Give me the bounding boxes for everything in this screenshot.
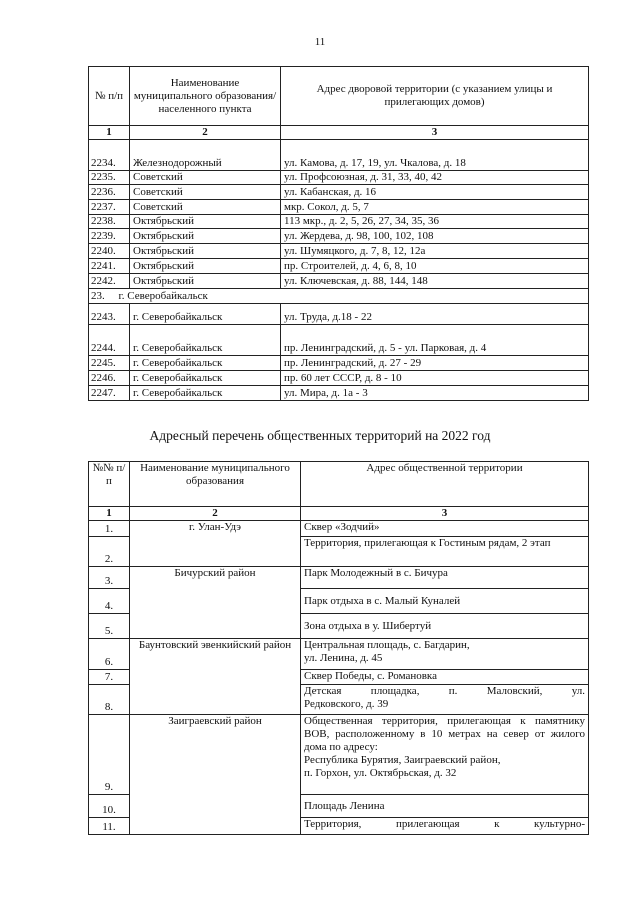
table-row [89, 215, 589, 229]
row-address [301, 715, 589, 795]
row-address: 113 мкр., д. 2, 5, 26, 27, 34, 35, 36 [281, 215, 589, 229]
table-row [89, 304, 589, 325]
row-address: Сквер Победы, с. Романовка [301, 670, 589, 685]
address-line: ул. Ленина, д. 45 [304, 652, 383, 664]
row-address: ул. Шумяцкого, д. 7, 8, 12, 12а [281, 244, 589, 259]
row-address: Площадь Ленина [301, 795, 589, 818]
header-address: Адрес дворовой территории (с указанием улицы и прилегающих домов) [281, 67, 589, 126]
row-address: Сквер «Зодчий» [301, 521, 589, 537]
address-line: Общественная территория, прилегающая к памятнику ВОВ, расположенному в 10 метрах на север от жилого дома по адресу: [304, 715, 585, 753]
yard-territories-table [88, 66, 589, 401]
table-row [89, 185, 589, 200]
row-name: Октябрьский [130, 244, 281, 259]
address-line: Республика Бурятия, Заиграевский район, [304, 754, 501, 766]
row-name: г. Северобайкальск [130, 325, 281, 356]
row-address: Территория, прилегающая к культурно- [301, 818, 589, 835]
row-address: ул. Мира, д. 1а - 3 [281, 386, 589, 401]
row-name: г. Северобайкальск [130, 356, 281, 371]
public-territories-table [88, 461, 589, 835]
row-address: пр. Ленинградский, д. 5 - ул. Парковая, д. 4 [281, 325, 589, 356]
municipality-cell [130, 670, 301, 685]
table-row [89, 614, 589, 639]
row-address [301, 685, 589, 715]
column-number-row [89, 126, 589, 140]
municipality-name: Заиграевский район [130, 715, 301, 795]
table-row [89, 229, 589, 244]
row-num: 3. [89, 567, 130, 589]
municipality-cell [130, 537, 301, 567]
row-name: Советский [130, 171, 281, 185]
col-num-3: 3 [301, 507, 589, 521]
table-row [89, 259, 589, 274]
table-row [89, 589, 589, 614]
table-row [89, 356, 589, 371]
row-num: 2235. [89, 171, 130, 185]
row-address: Зона отдыха в у. Шибертуй [301, 614, 589, 639]
row-num: 2234. [89, 140, 130, 171]
row-num: 2240. [89, 244, 130, 259]
row-name: г. Северобайкальск [130, 304, 281, 325]
row-address: ул. Кабанская, д. 16 [281, 185, 589, 200]
section-num: 23. [91, 290, 105, 302]
row-name: Октябрьский [130, 274, 281, 289]
col-num-3: 3 [281, 126, 589, 140]
municipality-cell [130, 589, 301, 614]
row-address: Парк отдыха в с. Малый Куналей [301, 589, 589, 614]
row-name: Октябрьский [130, 229, 281, 244]
row-address: Парк Молодежный в с. Бичура [301, 567, 589, 589]
col-num-1: 1 [89, 507, 130, 521]
row-num: 2244. [89, 325, 130, 356]
row-num: 2237. [89, 200, 130, 215]
row-num: 2242. [89, 274, 130, 289]
row-address: ул. Жердева, д. 98, 100, 102, 108 [281, 229, 589, 244]
row-num: 1. [89, 521, 130, 537]
row-num: 2247. [89, 386, 130, 401]
row-name: Железнодорожный [130, 140, 281, 171]
row-name: г. Северобайкальск [130, 386, 281, 401]
header-num: № п/п [89, 67, 130, 126]
col-num-2: 2 [130, 507, 301, 521]
table-row [89, 818, 589, 835]
table-row [89, 795, 589, 818]
table-row [89, 140, 589, 171]
table-header-row [89, 67, 589, 126]
row-name: г. Северобайкальск [130, 371, 281, 386]
page-number: 11 [314, 36, 326, 48]
row-num: 7. [89, 670, 130, 685]
table-row [89, 325, 589, 356]
municipality-cell [130, 818, 301, 835]
municipality-cell [130, 795, 301, 818]
section-name: г. Северобайкальск [118, 290, 208, 302]
col-num-2: 2 [130, 126, 281, 140]
header-name: Наименование муниципального образования [130, 462, 301, 507]
address-line: Редковского, д. 39 [304, 698, 389, 710]
municipality-name: г. Улан-Удэ [130, 521, 301, 537]
header-address: Адрес общественной территории [301, 462, 589, 507]
table-row [89, 567, 589, 589]
address-line: Центральная площадь, с. Багдарин, [304, 639, 470, 651]
row-num: 2241. [89, 259, 130, 274]
table-row [89, 371, 589, 386]
table-row [89, 386, 589, 401]
table-row [89, 685, 589, 715]
municipality-cell [130, 685, 301, 715]
row-address: ул. Профсоюзная, д. 31, 33, 40, 42 [281, 171, 589, 185]
row-num: 5. [89, 614, 130, 639]
row-address: пр. Строителей, д. 4, 6, 8, 10 [281, 259, 589, 274]
row-address: Территория, прилегающая к Гостиным рядам, 2 этап [301, 537, 589, 567]
row-num: 2239. [89, 229, 130, 244]
row-num: 2246. [89, 371, 130, 386]
table-row [89, 200, 589, 215]
row-address: ул. Камова, д. 17, 19, ул. Чкалова, д. 18 [281, 140, 589, 171]
header-name: Наименование муниципального образования/населенного пункта [130, 67, 281, 126]
row-name: Октябрьский [130, 259, 281, 274]
address-line: Детская площадка, п. Маловский, ул. [304, 685, 585, 697]
table-header-row [89, 462, 589, 507]
table-row [89, 521, 589, 537]
row-num: 9. [89, 715, 130, 795]
column-number-row [89, 507, 589, 521]
row-num: 2238. [89, 215, 130, 229]
row-num: 10. [89, 795, 130, 818]
address-line: п. Горхон, ул. Октябрьская, д. 32 [304, 767, 457, 779]
row-address: ул. Труда, д.18 - 22 [281, 304, 589, 325]
row-address: ул. Ключевская, д. 88, 144, 148 [281, 274, 589, 289]
table-row [89, 537, 589, 567]
table-row [89, 670, 589, 685]
row-name: Советский [130, 200, 281, 215]
row-address: пр. Ленинградский, д. 27 - 29 [281, 356, 589, 371]
table-row [89, 639, 589, 670]
municipality-name: Бичурский район [130, 567, 301, 589]
table-row [89, 715, 589, 795]
row-address: пр. 60 лет СССР, д. 8 - 10 [281, 371, 589, 386]
row-num: 2243. [89, 304, 130, 325]
table-row [89, 274, 589, 289]
row-num: 6. [89, 639, 130, 670]
row-name: Советский [130, 185, 281, 200]
row-num: 4. [89, 589, 130, 614]
row-num: 2236. [89, 185, 130, 200]
row-name: Октябрьский [130, 215, 281, 229]
row-num: 8. [89, 685, 130, 715]
row-num: 2. [89, 537, 130, 567]
section-row [89, 289, 589, 304]
municipality-name: Баунтовский эвенкийский район [130, 639, 301, 670]
table-row [89, 171, 589, 185]
row-address: мкр. Сокол, д. 5, 7 [281, 200, 589, 215]
row-num: 2245. [89, 356, 130, 371]
public-territories-heading: Адресный перечень общественных территорий на 2022 год [149, 428, 491, 443]
municipality-cell [130, 614, 301, 639]
table-row [89, 244, 589, 259]
row-num: 11. [89, 818, 130, 835]
section-label [89, 289, 589, 304]
header-num: №№ п/п [89, 462, 130, 507]
col-num-1: 1 [89, 126, 130, 140]
row-address [301, 639, 589, 670]
